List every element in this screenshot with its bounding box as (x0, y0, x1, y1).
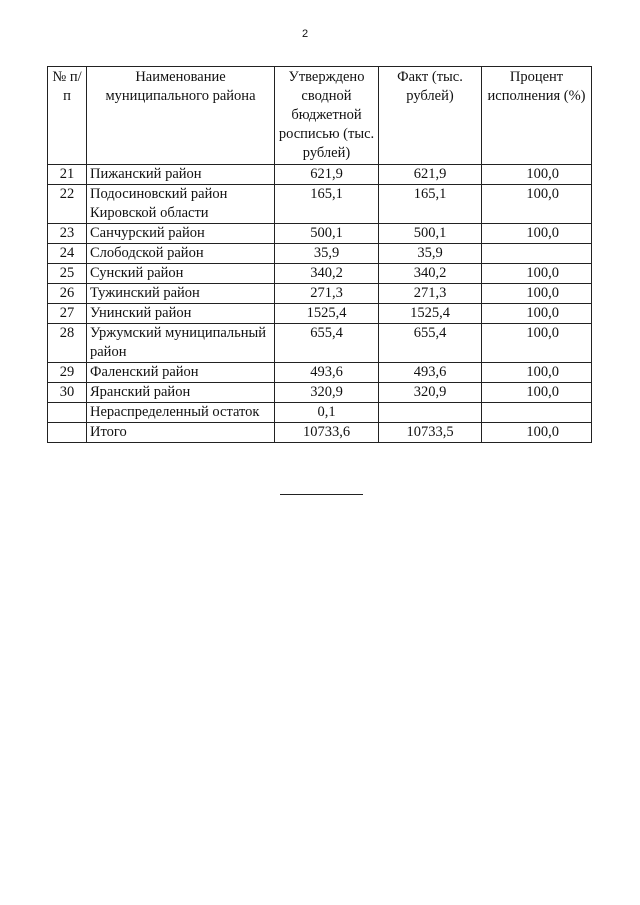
row-num (48, 423, 87, 443)
row-percent: 100,0 (482, 264, 592, 284)
row-num: 25 (48, 264, 87, 284)
row-fact: 10733,5 (379, 423, 482, 443)
header-percent: Процент исполнения (%) (482, 67, 592, 165)
row-approved: 655,4 (275, 324, 379, 363)
row-percent (482, 403, 592, 423)
end-rule (280, 494, 363, 495)
row-approved: 320,9 (275, 383, 379, 403)
row-approved: 1525,4 (275, 304, 379, 324)
row-district-name: Нераспределенный остаток (87, 403, 275, 423)
row-approved: 493,6 (275, 363, 379, 383)
table-row (48, 383, 592, 403)
row-num: 30 (48, 383, 87, 403)
row-percent: 100,0 (482, 284, 592, 304)
table-body (48, 165, 592, 443)
row-num (48, 403, 87, 423)
row-district-name: Пижанский район (87, 165, 275, 185)
row-fact: 340,2 (379, 264, 482, 284)
table-row (48, 224, 592, 244)
row-fact: 35,9 (379, 244, 482, 264)
row-fact: 655,4 (379, 324, 482, 363)
row-district-name: Подосиновский район Кировской области (87, 185, 275, 224)
table-header-row (48, 67, 592, 165)
row-num: 24 (48, 244, 87, 264)
row-approved: 10733,6 (275, 423, 379, 443)
row-num: 26 (48, 284, 87, 304)
row-district-name: Яранский район (87, 383, 275, 403)
table-row (48, 264, 592, 284)
row-district-name: Сунский район (87, 264, 275, 284)
table-row (48, 284, 592, 304)
row-fact: 621,9 (379, 165, 482, 185)
table-row (48, 403, 592, 423)
table-row (48, 304, 592, 324)
row-district-name: Тужинский район (87, 284, 275, 304)
row-percent: 100,0 (482, 185, 592, 224)
row-approved: 165,1 (275, 185, 379, 224)
row-district-name: Слободской район (87, 244, 275, 264)
row-percent (482, 244, 592, 264)
table-row (48, 423, 592, 443)
row-district-name: Уржумский муниципальный район (87, 324, 275, 363)
row-approved: 35,9 (275, 244, 379, 264)
row-fact (379, 403, 482, 423)
row-district-name: Санчурский район (87, 224, 275, 244)
row-num: 21 (48, 165, 87, 185)
row-approved: 621,9 (275, 165, 379, 185)
row-district-name: Итого (87, 423, 275, 443)
row-fact: 500,1 (379, 224, 482, 244)
row-approved: 0,1 (275, 403, 379, 423)
row-percent: 100,0 (482, 363, 592, 383)
row-fact: 320,9 (379, 383, 482, 403)
header-fact: Факт (тыс. рублей) (379, 67, 482, 165)
header-district-name: Наименование муниципального района (87, 67, 275, 165)
row-fact: 1525,4 (379, 304, 482, 324)
row-percent: 100,0 (482, 165, 592, 185)
row-num: 29 (48, 363, 87, 383)
budget-execution-table (47, 66, 592, 443)
table-row (48, 363, 592, 383)
row-num: 22 (48, 185, 87, 224)
row-num: 23 (48, 224, 87, 244)
row-num: 27 (48, 304, 87, 324)
row-percent: 100,0 (482, 324, 592, 363)
row-percent: 100,0 (482, 224, 592, 244)
table-row (48, 244, 592, 264)
row-num: 28 (48, 324, 87, 363)
row-district-name: Фаленский район (87, 363, 275, 383)
table-row (48, 185, 592, 224)
row-fact: 493,6 (379, 363, 482, 383)
page-number: 2 (301, 28, 309, 40)
row-approved: 500,1 (275, 224, 379, 244)
row-percent: 100,0 (482, 383, 592, 403)
row-approved: 271,3 (275, 284, 379, 304)
row-percent: 100,0 (482, 304, 592, 324)
table-row (48, 324, 592, 363)
row-percent: 100,0 (482, 423, 592, 443)
row-fact: 271,3 (379, 284, 482, 304)
row-district-name: Унинский район (87, 304, 275, 324)
table-row (48, 165, 592, 185)
header-approved: Утверждено сводной бюджетной росписью (тыс. рублей) (275, 67, 379, 165)
row-fact: 165,1 (379, 185, 482, 224)
row-approved: 340,2 (275, 264, 379, 284)
header-num: № п/п (48, 67, 87, 165)
